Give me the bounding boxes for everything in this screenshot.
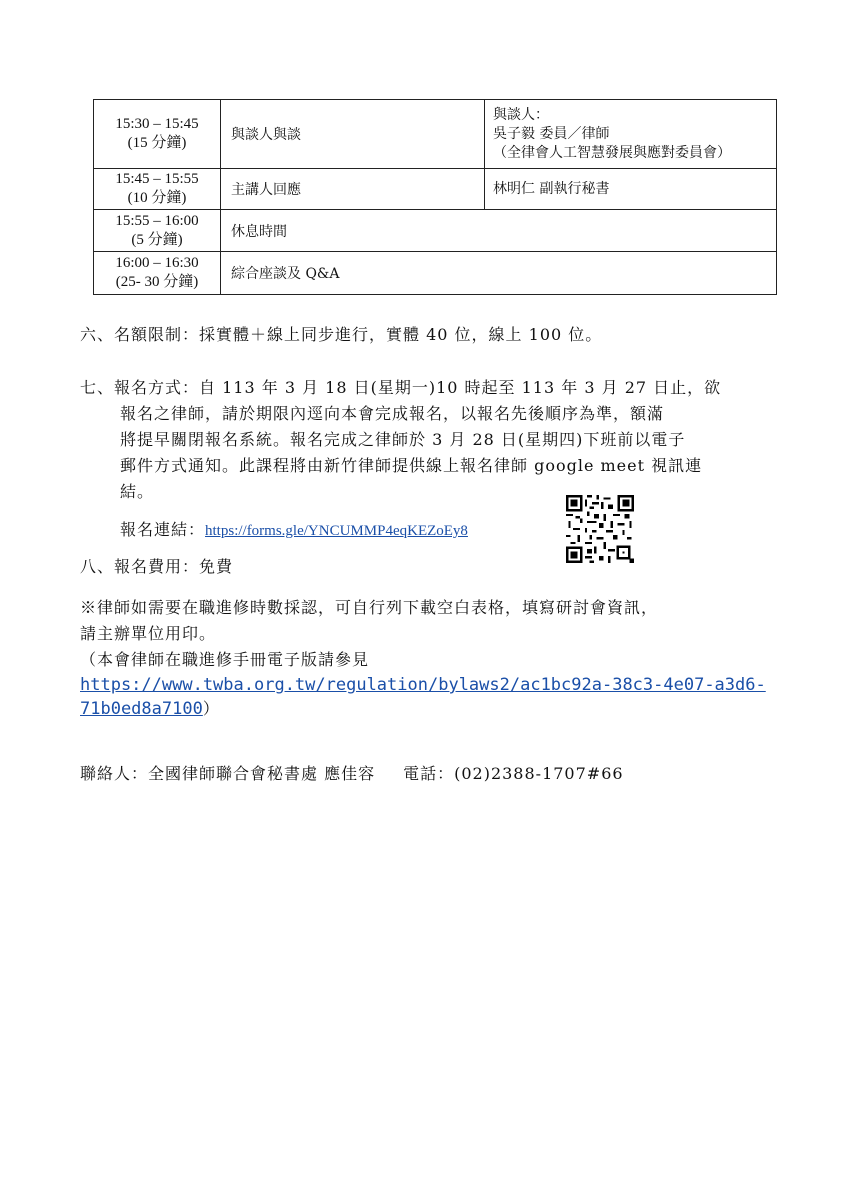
speaker-line: 與談人： <box>493 106 549 123</box>
time-cell <box>94 100 221 169</box>
registration-link[interactable]: https://forms.gle/YNCUMMP4eqKEZoEy8 <box>205 523 468 539</box>
speaker-line: 林明仁 副執行秘書 <box>493 180 610 197</box>
time-cell <box>94 252 221 295</box>
speaker-line: 吳子毅 委員／律師 <box>493 125 610 142</box>
registration-line: 郵件方式通知。此課程將由新竹律師提供線上報名律師 google meet 視訊連 <box>120 456 703 475</box>
note-line: （本會律師在職進修手冊電子版請參見 <box>80 650 370 669</box>
registration-link-row <box>120 517 770 544</box>
time-range: 15:30 – 15:45 <box>115 116 199 132</box>
registration-section <box>80 375 721 401</box>
bylaws-link[interactable]: https://www.twba.org.tw/regulation/bylaws2/ac1bc92a-38c3-4e07-a3d6- <box>80 675 766 695</box>
time-range: 15:55 – 16:00 <box>115 212 199 229</box>
registration-body <box>120 401 770 505</box>
registration-link-label: 報名連結： <box>120 520 206 539</box>
note-section <box>80 595 780 721</box>
topic-cell: 綜合座談及 Q&A <box>221 252 777 295</box>
registration-label: 七、報名方式： <box>80 378 200 397</box>
table-row <box>94 100 777 169</box>
contact-section <box>80 761 624 787</box>
duration: (5 分鐘) <box>131 231 183 248</box>
quota-text: 採實體＋線上同步進行，實體 40 位，線上 100 位。 <box>199 325 603 344</box>
registration-line: 將提早關閉報名系統。報名完成之律師於 3 月 28 日(星期四)下班前以電子 <box>120 430 686 449</box>
quota-section <box>80 322 602 348</box>
topic-cell: 主講人回應 <box>221 169 485 210</box>
contact-phone: 電話：(02)2388-1707#66 <box>403 764 624 783</box>
speaker-cell <box>485 100 777 169</box>
duration: (25- 30 分鐘) <box>115 274 199 290</box>
speaker-cell <box>485 169 777 210</box>
topic-cell: 休息時間 <box>221 210 777 252</box>
contact-person: 聯絡人：全國律師聯合會秘書處 應佳容 <box>80 764 376 783</box>
registration-qr-code <box>566 495 634 563</box>
note-line: 請主辦單位用印。 <box>80 624 217 643</box>
quota-label: 六、名額限制： <box>80 325 200 344</box>
time-cell <box>94 210 221 252</box>
note-line: ※律師如需要在職進修時數採認，可自行列下載空白表格，填寫研討會資訊， <box>80 598 659 617</box>
duration: (15 分鐘) <box>127 135 187 151</box>
fee-section <box>80 554 233 580</box>
time-range: 15:45 – 15:55 <box>115 171 199 187</box>
time-range: 16:00 – 16:30 <box>115 255 199 271</box>
table-row <box>94 169 777 210</box>
speaker-line: （全律會人工智慧發展與應對委員會） <box>493 144 731 161</box>
fee-value: 免費 <box>199 557 234 576</box>
table-row <box>94 210 777 252</box>
registration-line: 結。 <box>120 482 155 501</box>
duration: (10 分鐘) <box>127 190 187 206</box>
registration-line: 自 113 年 3 月 18 日(星期一)10 時起至 113 年 3 月 27 日止，欲 <box>199 378 722 397</box>
note-close: ） <box>202 699 220 718</box>
fee-label: 八、報名費用： <box>80 557 200 576</box>
table-row <box>94 252 777 295</box>
note-url-block <box>80 673 780 721</box>
bylaws-link-continued[interactable]: 71b0ed8a7100 <box>80 699 203 719</box>
registration-line: 報名之律師，請於期限內逕向本會完成報名，以報名先後順序為準，額滿 <box>120 404 665 423</box>
schedule-table <box>93 99 777 295</box>
time-cell <box>94 169 221 210</box>
topic-cell: 與談人與談 <box>221 100 485 169</box>
